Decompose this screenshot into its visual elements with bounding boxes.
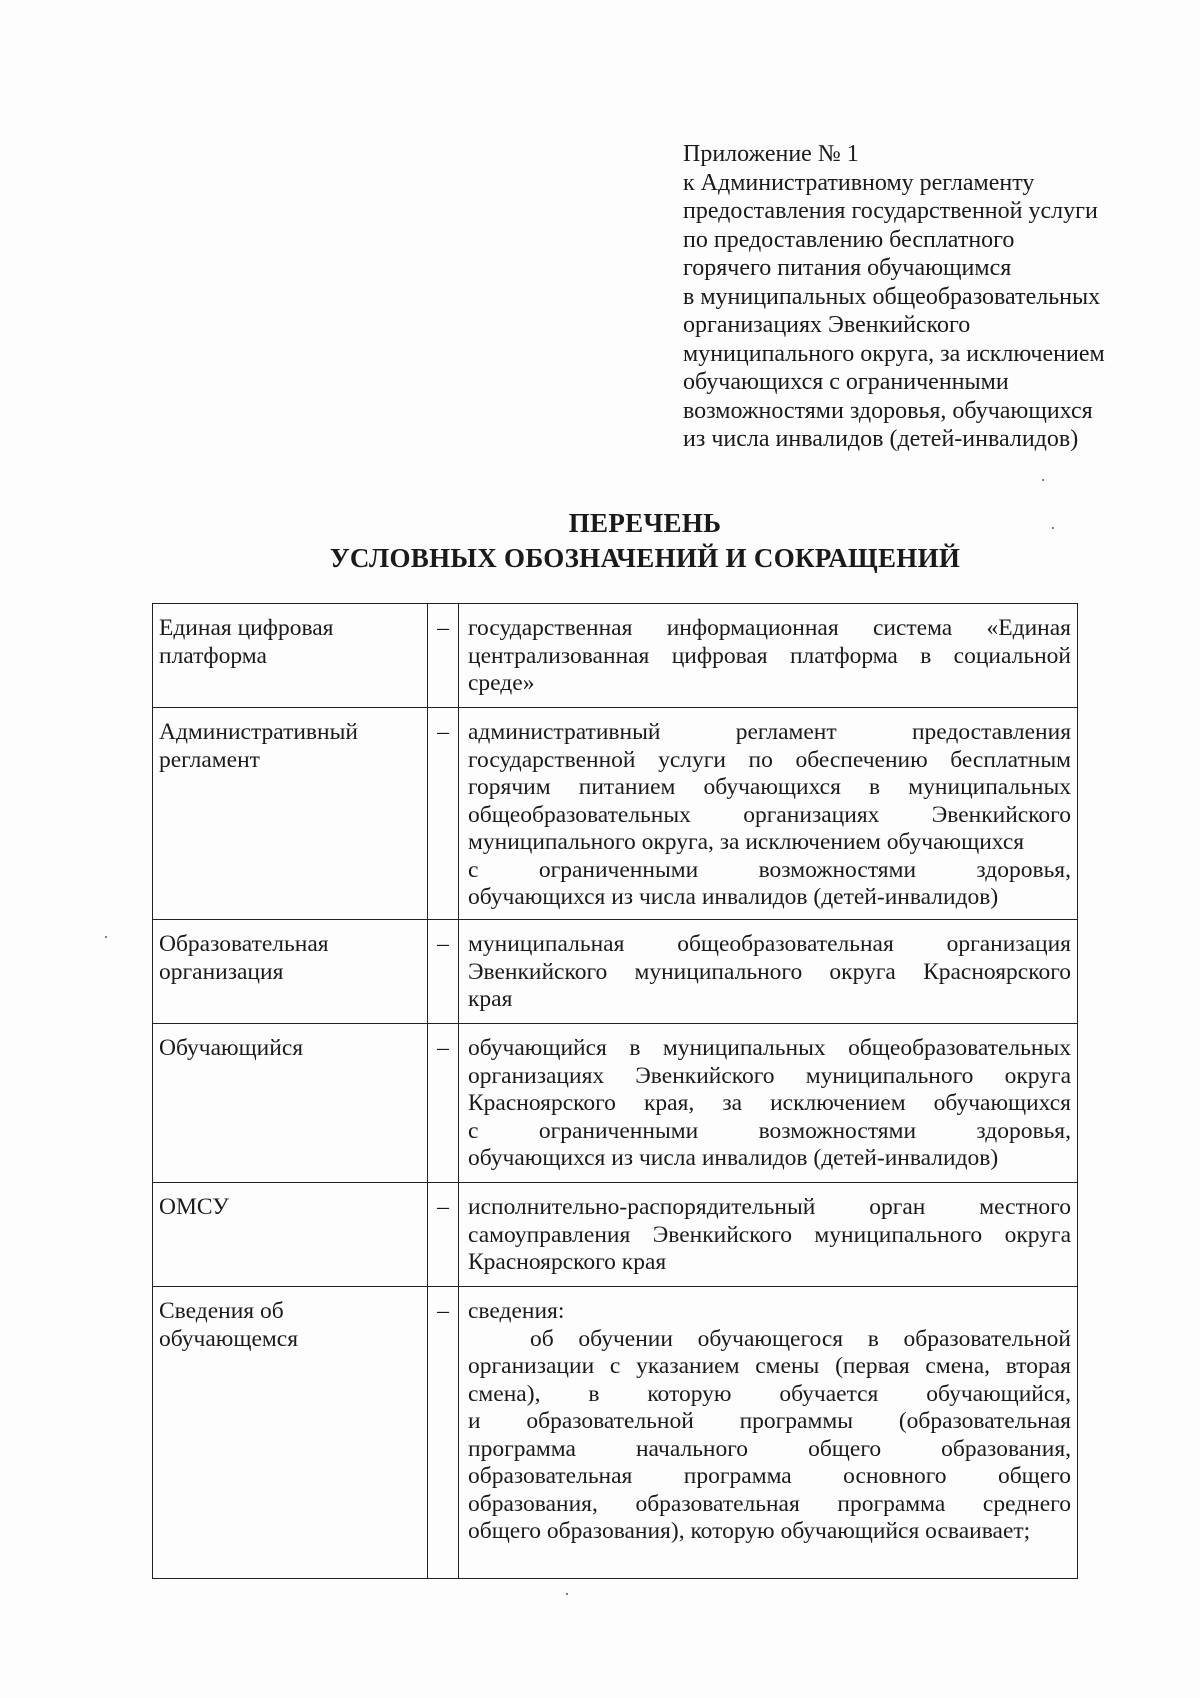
dash-cell: – [428, 1183, 459, 1287]
term-cell: Обучающийся [153, 1024, 428, 1183]
scan-speck [1052, 527, 1054, 529]
appendix-line: по предоставлению бесплатного [683, 226, 1015, 253]
table-row [153, 1287, 1078, 1579]
appendix-line: Приложение № 1 [683, 141, 859, 167]
appendix-line: к Административному регламенту [683, 169, 1035, 196]
table-row [153, 708, 1078, 920]
dash-cell: – [428, 708, 459, 920]
abbreviations-table [152, 603, 1078, 1579]
dash-cell: – [428, 604, 459, 708]
term-cell: Образовательная организация [153, 920, 428, 1024]
dash-cell: – [428, 1287, 459, 1579]
table-row [153, 604, 1078, 708]
scan-speck [1042, 479, 1044, 481]
appendix-line: предоставления государственной услуги [683, 198, 1098, 224]
appendix-header [683, 140, 1153, 454]
dash-cell: – [428, 920, 459, 1024]
definition-cell: обучающийся в муниципальных общеобразовательных организациях Эвенкийского муниципального округа Красноярского края, за исключением обучающихся с ограниченными возможностями здоровья, обучающихся из числа инвалидов (детей-инвалидов) [459, 1024, 1078, 1183]
definition-cell: государственная информационная система «Единая централизованная цифровая платформа в социальной среде» [459, 604, 1078, 708]
appendix-line: возможностями здоровья, обучающихся [683, 397, 1093, 424]
term-cell: Сведения об обучающемся [153, 1287, 428, 1579]
table-row [153, 1183, 1078, 1287]
table-row [153, 1024, 1078, 1183]
appendix-line: организациях Эвенкийского [683, 312, 971, 338]
scan-speck [105, 936, 107, 938]
appendix-line: в муниципальных общеобразовательных [683, 283, 1101, 310]
dash-cell: – [428, 1024, 459, 1183]
appendix-line: из числа инвалидов (детей-инвалидов) [683, 426, 1079, 452]
document-subtitle: УСЛОВНЫХ ОБОЗНАЧЕНИЙ И СОКРАЩЕНИЙ [329, 543, 961, 573]
appendix-line: муниципального округа, за исключением [683, 340, 1105, 367]
term-cell: Административный регламент [153, 708, 428, 920]
table-row [153, 920, 1078, 1024]
document-title: ПЕРЕЧЕНЬ [568, 508, 722, 538]
appendix-line: горячего питания обучающимся [683, 255, 1012, 281]
appendix-line: обучающихся с ограниченными [683, 369, 1009, 395]
term-cell: ОМСУ [153, 1183, 428, 1287]
definition-cell: сведения: об обучении обучающегося в образовательной организации с указанием смены (первая смена, вторая смена), в которую обучается обучающийся, и образовательной программы (образовательная программа начального общего образования, образовательная программа основного общего образования, образовательная программа среднего общего образования), которую обучающийся осваивает; [459, 1287, 1078, 1579]
term-cell: Единая цифровая платформа [153, 604, 428, 708]
definition-cell: административный регламент предоставления государственной услуги по обеспечению бесплатным горячим питанием обучающихся в муниципальных общеобразовательных организациях Эвенкийского муниципального округа, за исключением обучающихся с ограниченными возможностями здоровья, обучающихся из числа инвалидов (детей-инвалидов) [459, 708, 1078, 920]
scan-speck [566, 1593, 568, 1595]
definition-cell: исполнительно-распорядительный орган местного самоуправления Эвенкийского муниципального округа Красноярского края [459, 1183, 1078, 1287]
definition-cell: муниципальная общеобразовательная организация Эвенкийского муниципального округа Красноярского края [459, 920, 1078, 1024]
